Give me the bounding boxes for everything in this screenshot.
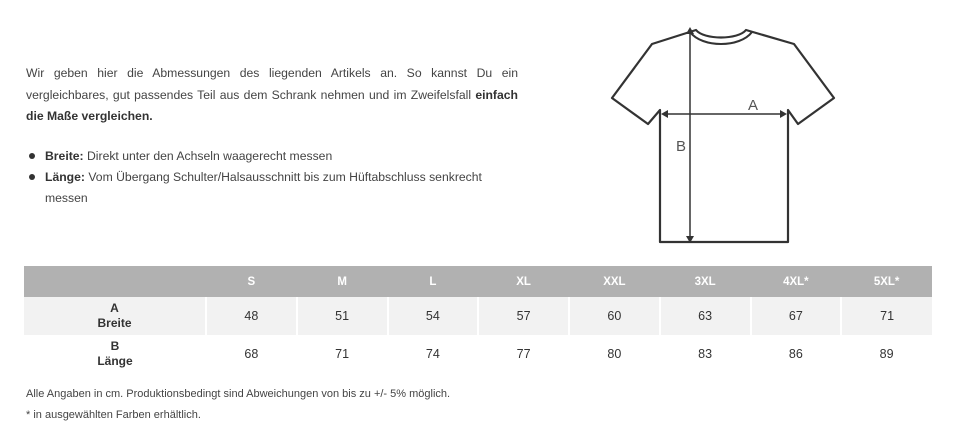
size-header: L <box>388 266 479 297</box>
table-cell: 54 <box>388 297 479 335</box>
size-header-row <box>24 266 932 297</box>
table-cell: 71 <box>335 347 350 361</box>
label-b: B <box>676 138 687 155</box>
table-cell: 63 <box>660 297 751 335</box>
table-cell: 89 <box>879 347 894 361</box>
size-header: XL <box>478 266 569 297</box>
table-cell: 48 <box>206 297 297 335</box>
instruction-width <box>26 146 496 167</box>
row-code: B <box>110 339 120 353</box>
table-cell: 57 <box>478 297 569 335</box>
size-header: S <box>206 266 297 297</box>
size-header: 5XL* <box>841 266 932 297</box>
table-cell: 77 <box>516 347 531 361</box>
row-label <box>24 335 206 373</box>
intro-text-bold: einfach die Maße vergleichen. <box>26 87 518 123</box>
row-code: A <box>110 301 119 315</box>
table-row <box>24 297 932 335</box>
size-header: M <box>297 266 388 297</box>
tshirt-outline <box>612 30 834 242</box>
instruction-text: Vom Übergang Schulter/Halsausschnitt bis zum Hüftabschluss senkrecht messen <box>45 170 482 205</box>
table-cell: 71 <box>841 297 932 335</box>
instruction-term: Breite: <box>45 149 84 163</box>
tshirt-diagram-icon <box>608 18 840 250</box>
size-header-empty <box>24 266 206 297</box>
size-header: 3XL <box>660 266 751 297</box>
note-availability: * in ausgewählten Farben erhältlich. <box>26 409 201 421</box>
instruction-text: Direkt unter den Achseln waagerecht messen <box>83 149 333 163</box>
table-cell: 80 <box>607 347 622 361</box>
table-cell: 67 <box>751 297 842 335</box>
row-name: Breite <box>97 316 132 330</box>
bullet-icon <box>29 174 35 180</box>
table-cell: 86 <box>788 347 803 361</box>
size-table <box>24 266 932 373</box>
intro-text-plain: Wir geben hier die Abmessungen des liegenden Artikels an. So kannst Du ein vergleichbares, gut passendes Teil aus dem Schrank nehmen und im Zweifelsfall <box>26 66 518 102</box>
size-header: 4XL* <box>751 266 842 297</box>
instruction-length <box>26 167 496 209</box>
label-a: A <box>748 97 759 114</box>
measure-instructions <box>26 146 496 209</box>
bullet-icon <box>29 153 35 159</box>
table-row <box>24 335 932 373</box>
row-label <box>24 297 206 335</box>
table-cell: 83 <box>698 347 713 361</box>
row-name: Länge <box>97 354 133 368</box>
instruction-term: Länge: <box>45 170 85 184</box>
note-measurements: Alle Angaben in cm. Produktionsbedingt sind Abweichungen von bis zu +/- 5% möglich. <box>26 388 451 400</box>
table-cell: 51 <box>297 297 388 335</box>
intro-text <box>26 63 518 128</box>
table-cell: 60 <box>569 297 660 335</box>
table-cell: 74 <box>425 347 440 361</box>
table-cell: 68 <box>244 347 259 361</box>
size-header: XXL <box>569 266 660 297</box>
